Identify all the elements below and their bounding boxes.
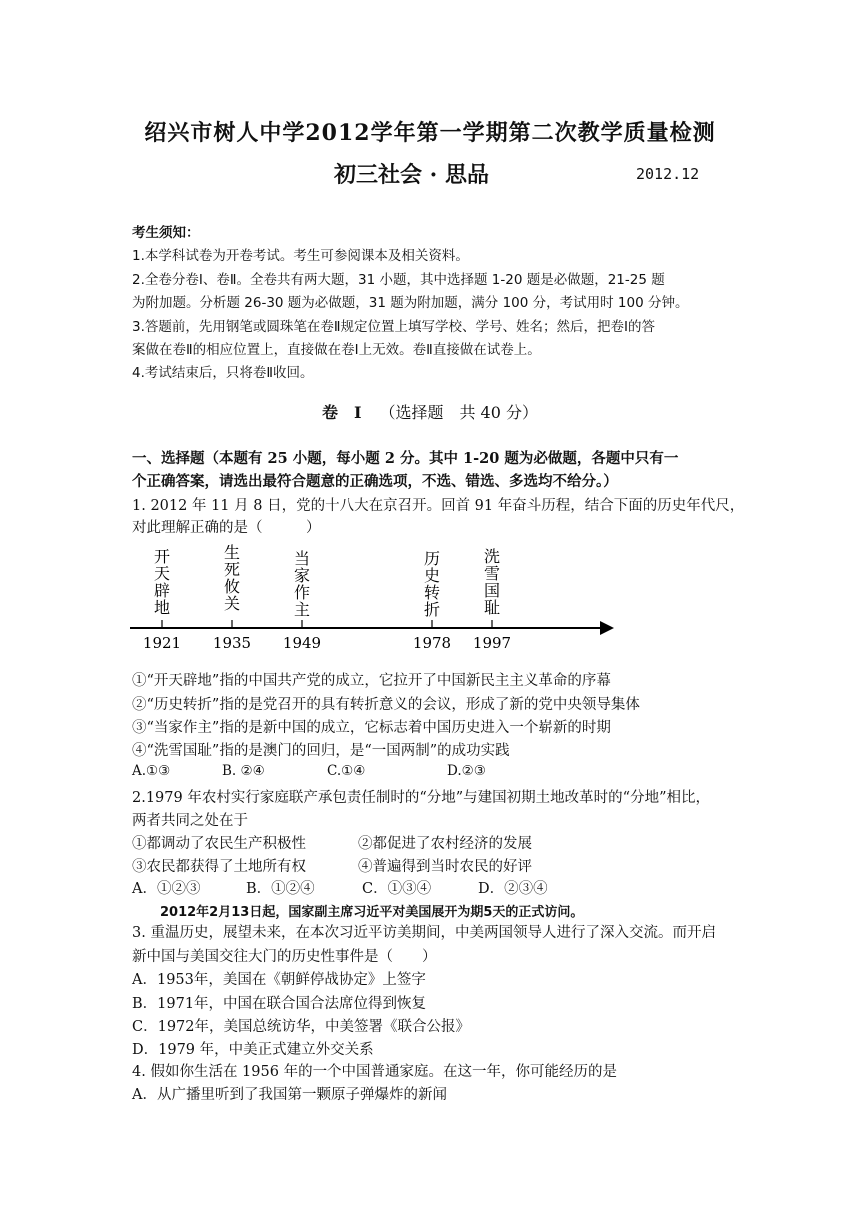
q2-option-a: A．①②③ — [132, 881, 201, 897]
notice-line: 为附加题。分析题 26-30 题为必做题，31 题为附加题，满分 100 分，考试用时 100 分钟。 — [132, 295, 689, 311]
section-label: 卷 Ⅰ — [321, 403, 362, 422]
timeline-label-char: 地 — [153, 598, 171, 617]
q3-option-b: B．1971年，中国在联合国合法席位得到恢复 — [132, 996, 427, 1012]
notice-line: 4.考试结束后，只将卷Ⅱ收回。 — [132, 365, 314, 381]
q3-intro: 2012年2月13日起，国家副主席习近平对美国展开为期5天的正式访问。 — [160, 905, 584, 920]
q1-options — [132, 763, 486, 779]
q2-options — [132, 877, 548, 898]
timeline-label-char: 关 — [223, 594, 241, 613]
q1-statement: ②“历史转折”指的是党召开的具有转折意义的会议，形成了新的党中央领导集体 — [132, 697, 640, 713]
q2-stem: 2.1979 年农村实行家庭联产承包责任制时的“分地”与建国初期土地改革时的“分地”相比， — [132, 790, 710, 806]
timeline-label-char: 洗 — [483, 547, 501, 566]
notice-line: 3.答题前，先用钢笔或圆珠笔在卷Ⅱ规定位置上填写学校、学号、姓名；然后，把卷Ⅰ的答 — [132, 319, 656, 335]
timeline-label-char: 转 — [423, 583, 441, 602]
timeline-arrow — [600, 621, 614, 635]
timeline-figure — [126, 540, 616, 656]
q1-stem: 对此理解正确的是（ ） — [132, 520, 321, 536]
q2-option-b: B．①②④ — [246, 881, 315, 897]
timeline-year: 1978 — [412, 634, 452, 652]
timeline-label-char: 攸 — [223, 577, 241, 596]
q2-stem: 两者共同之处在于 — [132, 813, 248, 829]
timeline-year: 1997 — [472, 634, 512, 652]
q2-item: ③农民都获得了土地所有权 — [132, 859, 306, 875]
part-instruction: 一、选择题（本题有 25 小题，每小题 2 分。其中 1-20 题为必做题，各题中只有一 — [132, 450, 679, 467]
q2-items — [132, 855, 532, 876]
q3-stem: 3. 重温历史，展望未来，在本次习近平访美期间，中美两国领导人进行了深入交流。而开启 — [132, 925, 716, 941]
q4-stem: 4. 假如你生活在 1956 年的一个中国普通家庭。在这一年，你可能经历的是 — [132, 1064, 618, 1080]
q3-stem: 新中国与美国交往大门的历史性事件是（ ） — [132, 949, 437, 965]
timeline-label-char: 家 — [293, 566, 311, 585]
part-instruction: 个正确答案，请选出最符合题意的正确选项，不选、错选、多选均不给分。） — [132, 473, 618, 490]
timeline-label-char: 国 — [483, 581, 501, 600]
q3-option-d: D．1979 年，中美正式建立外交关系 — [132, 1042, 374, 1058]
q2-option-d: D．②③④ — [478, 881, 548, 897]
section-desc: （选择题 共 40 分） — [379, 403, 539, 422]
timeline-label-char: 主 — [293, 600, 311, 619]
timeline-year: 1921 — [142, 634, 182, 652]
q3-option-c: C．1972年，美国总统访华，中美签署《联合公报》 — [132, 1019, 470, 1035]
notice-line: 2.全卷分卷Ⅰ、卷Ⅱ。全卷共有两大题，31 小题，其中选择题 1-20 题是必做题，21-25 题 — [132, 272, 665, 288]
notice-line: 1.本学科试卷为开卷考试。考生可参阅课本及相关资料。 — [132, 248, 469, 264]
timeline-label-char: 雪 — [483, 564, 501, 583]
exam-subtitle: 初三社会 · 思品 — [334, 162, 489, 188]
q2-item: ④普遍得到当时农民的好评 — [358, 859, 532, 875]
timeline-year: 1935 — [212, 634, 252, 652]
timeline-label-char: 折 — [423, 600, 441, 619]
exam-date: 2012.12 — [636, 165, 700, 183]
q1-statement: ①“开天辟地”指的中国共产党的成立，它拉开了中国新民主主义革命的序幕 — [132, 673, 611, 689]
timeline-label-char: 耻 — [483, 598, 501, 617]
timeline-year: 1949 — [282, 634, 322, 652]
q2-items — [132, 832, 532, 853]
section-heading — [0, 400, 860, 423]
q1-option-d: D.②③ — [447, 763, 486, 779]
q2-item: ①都调动了农民生产积极性 — [132, 836, 306, 852]
timeline-label-char: 生 — [223, 543, 241, 562]
q1-option-a: A.①③ — [132, 763, 171, 779]
timeline-label-char: 死 — [223, 560, 241, 579]
q1-statement: ③“当家作主”指的是新中国的成立，它标志着中国历史进入一个崭新的时期 — [132, 720, 611, 736]
q2-option-c: C．①③④ — [362, 881, 432, 897]
timeline-label-char: 开 — [153, 547, 171, 566]
q3-option-a: A．1953年，美国在《朝鲜停战协定》上签字 — [132, 972, 426, 988]
q1-statement: ④“洗雪国耻”指的是澳门的回归，是“一国两制”的成功实践 — [132, 743, 510, 759]
q1-option-b: B. ②④ — [222, 763, 265, 779]
timeline-label-char: 天 — [153, 564, 171, 583]
q2-item: ②都促进了农村经济的发展 — [358, 836, 532, 852]
timeline-label-char: 辟 — [153, 581, 171, 600]
q1-option-c: C.①④ — [327, 763, 366, 779]
exam-title: 绍兴市树人中学2012学年第一学期第二次教学质量检测 — [144, 120, 716, 146]
q1-stem: 1. 2012 年 11 月 8 日，党的十八大在京召开。回首 91 年奋斗历程，结合下面的历史年代尺， — [132, 498, 745, 514]
timeline-label-char: 当 — [293, 549, 311, 568]
notice-heading: 考生须知： — [132, 225, 200, 241]
timeline-label-char: 史 — [423, 566, 441, 585]
timeline-label-char: 历 — [423, 549, 441, 568]
timeline-label-char: 作 — [293, 583, 311, 602]
q4-option-a: A．从广播里听到了我国第一颗原子弹爆炸的新闻 — [132, 1087, 447, 1103]
notice-line: 案做在卷Ⅱ的相应位置上，直接做在卷Ⅰ上无效。卷Ⅱ直接做在试卷上。 — [132, 342, 541, 358]
